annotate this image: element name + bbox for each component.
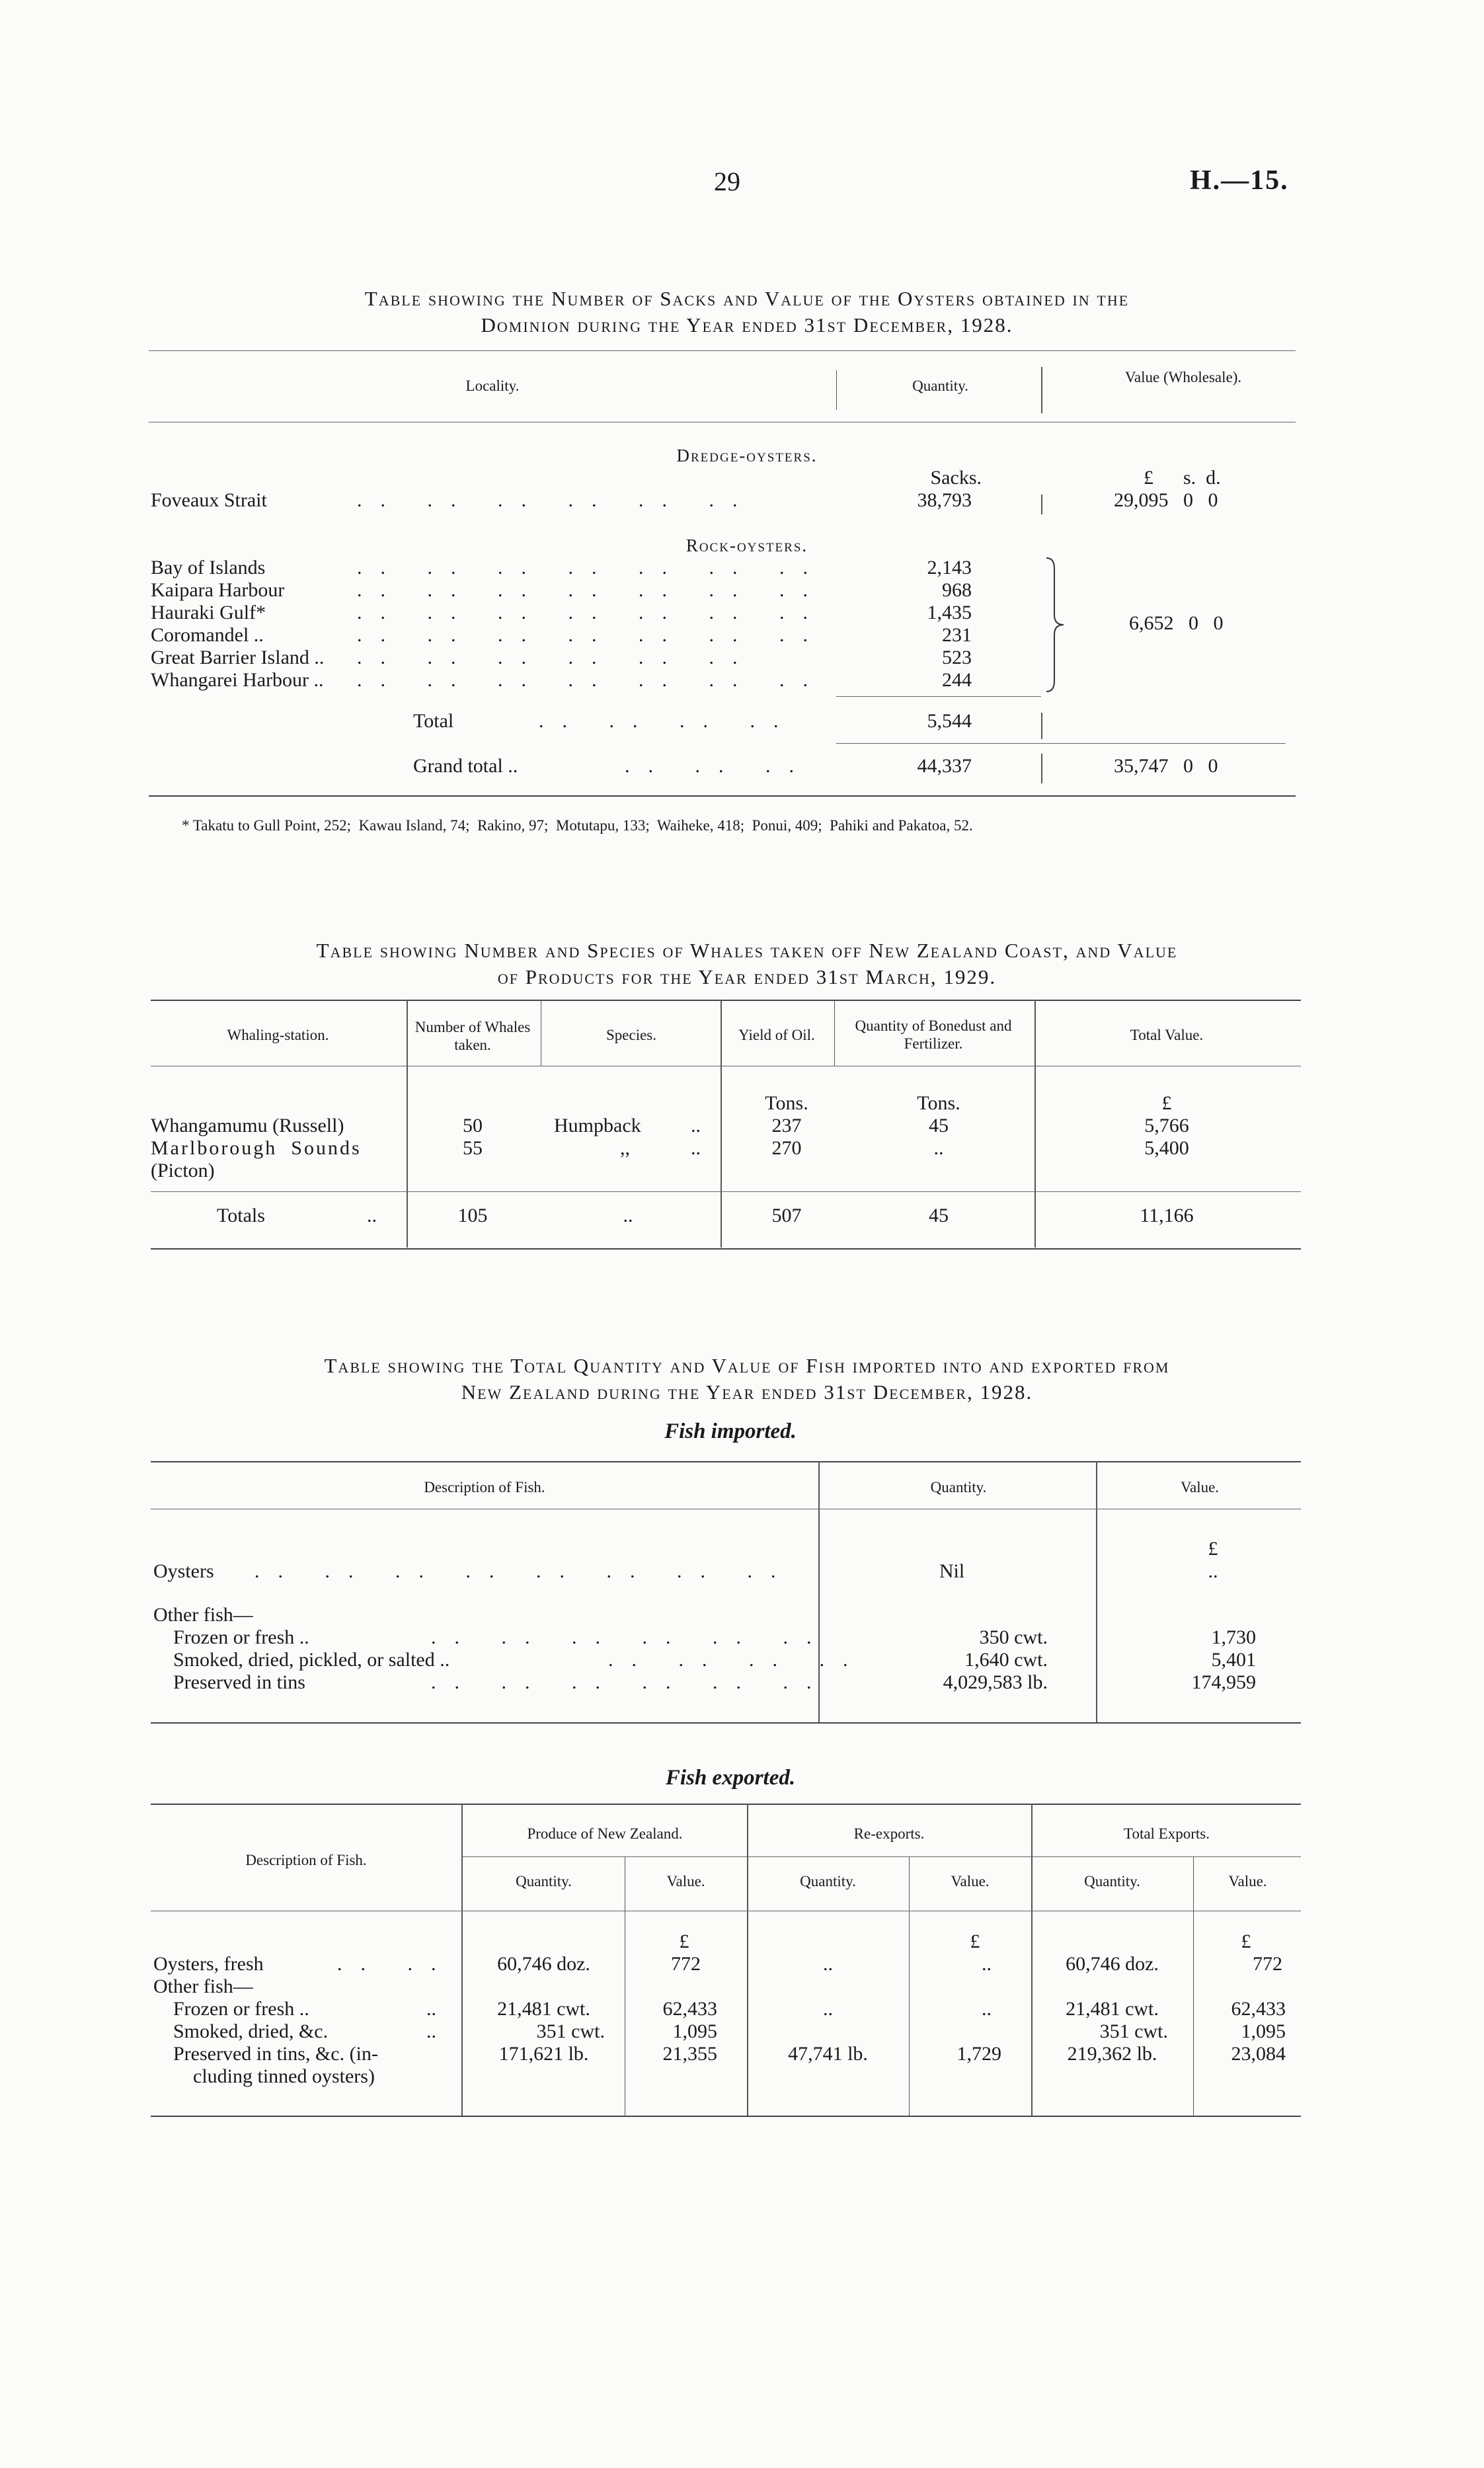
rock-quantity: 523 (942, 647, 972, 668)
col-total-value: Total Value. (1130, 1027, 1204, 1043)
fish-value: 174,959 (1191, 1671, 1256, 1693)
fish-description: Oysters (153, 1560, 214, 1582)
nz-quantity: 171,621 lb. (498, 2043, 589, 2065)
whale-species: Humpback (554, 1115, 641, 1136)
unit-pound-total: £ (1241, 1931, 1251, 1952)
fish-value: 5,401 (1211, 1649, 1256, 1671)
total-quantity: 21,481 cwt. (1066, 1998, 1159, 2020)
bonedust: .. (933, 1137, 944, 1159)
whale-value: 5,400 (1144, 1137, 1189, 1159)
col-reexports: Re-exports. (853, 1825, 925, 1842)
col-re-quantity: Quantity. (800, 1873, 856, 1890)
whale-number: 50 (463, 1115, 483, 1136)
whale-value: 5,766 (1144, 1115, 1189, 1136)
col-locality: Locality. (465, 378, 520, 394)
oil-yield: 237 (771, 1115, 802, 1136)
table-row: Coromandel .. (151, 624, 264, 646)
export-description: Oysters, fresh (153, 1953, 264, 1975)
rock-quantity: 231 (942, 624, 972, 646)
re-value: .. (982, 1998, 992, 2020)
col-quantity: Quantity. (912, 378, 968, 394)
total-quantity: 60,746 doz. (1066, 1953, 1159, 1975)
station-name-line2: (Picton) (151, 1160, 215, 1181)
rock-quantity: 968 (942, 579, 972, 601)
page-reference: H.—15. (1190, 165, 1289, 196)
total-quantity: 219,362 lb. (1067, 2043, 1157, 2065)
whale-number: 55 (463, 1137, 483, 1159)
nz-quantity: 351 cwt. (536, 2020, 605, 2042)
fish-quantity: 4,029,583 lb. (943, 1671, 1048, 1693)
nz-value: 21,355 (662, 2043, 717, 2065)
rock-quantity: 1,435 (927, 602, 972, 623)
fish-caption-line2: New Zealand during the Year ended 31st December, 1928. (461, 1380, 1033, 1404)
col-total-exports: Total Exports. (1124, 1825, 1210, 1842)
total-value: 1,095 (1241, 2020, 1286, 2042)
col-import-quantity: Quantity. (930, 1479, 987, 1495)
station-name: Whangamumu (Russell) (151, 1115, 344, 1136)
totals-value: 11,166 (1140, 1205, 1194, 1226)
whales-caption-line2: of Products for the Year ended 31st March, 1929. (497, 965, 997, 988)
table-row: Great Barrier Island .. (151, 647, 325, 668)
col-value: Value (Wholesale). (1124, 369, 1242, 385)
re-quantity: 47,741 lb. (788, 2043, 868, 2065)
rock-heading: Rock-oysters. (685, 536, 808, 555)
table-row: Kaipara Harbour (151, 579, 285, 601)
fish-description: Smoked, dried, pickled, or salted .. (173, 1649, 450, 1671)
whales-caption-line1: Table showing Number and Species of Whales taken off New Zealand Coast, and Value (316, 939, 1178, 962)
col-total-value: Value. (1228, 1873, 1267, 1890)
table-row: Whangarei Harbour .. (151, 669, 324, 691)
other-fish-label: Other fish— (153, 1604, 253, 1626)
col-import-value: Value. (1180, 1479, 1220, 1495)
table-row: Bay of Islands (151, 557, 266, 578)
locality-quantity: 38,793 (917, 489, 972, 511)
total-value: 62,433 (1231, 1998, 1286, 2020)
other-fish-export-label: Other fish— (153, 1975, 253, 1997)
total-label: Total (413, 710, 454, 732)
fish-quantity: 350 cwt. (979, 1626, 1048, 1648)
export-description: Frozen or fresh .. (173, 1998, 309, 2020)
nz-value: 62,433 (662, 1998, 717, 2020)
fish-description: Preserved in tins (173, 1671, 305, 1693)
grand-total-label: Grand total .. (413, 755, 518, 777)
table-row: Hauraki Gulf* (151, 602, 266, 623)
fish-value: 1,730 (1211, 1626, 1256, 1648)
oysters-caption-line2: Dominion during the Year ended 31st December, 1928. (481, 313, 1013, 337)
imported-title: Fish imported. (664, 1419, 797, 1443)
col-station: Whaling-station. (227, 1027, 329, 1043)
fish-quantity: 1,640 cwt. (964, 1649, 1048, 1671)
nz-value: 772 (671, 1953, 701, 1975)
col-total-quantity: Quantity. (1084, 1873, 1140, 1890)
grand-total-quantity: 44,337 (917, 755, 972, 777)
col-description: Description of Fish. (424, 1479, 545, 1495)
unit-pound: £ (1208, 1538, 1218, 1560)
col-nz-value: Value. (666, 1873, 705, 1890)
totals-species: .. (623, 1205, 633, 1226)
nz-quantity: 21,481 cwt. (497, 1998, 590, 2020)
bonedust: 45 (929, 1115, 949, 1136)
col-export-description: Description of Fish. (245, 1852, 367, 1868)
oil-yield: 270 (771, 1137, 802, 1159)
fish-quantity: Nil (939, 1560, 965, 1582)
whale-species: ,, (620, 1137, 630, 1159)
fish-value: .. (1208, 1560, 1218, 1582)
footnote: * Takatu to Gull Point, 252; Kawau Island, 74; Rakino, 97; Motutapu, 133; Waiheke, 418; Ponui, 409; Pahiki and Pakatoa, 52. (182, 817, 973, 834)
unit-oil: Tons. (765, 1092, 808, 1114)
col-species: Species. (605, 1027, 656, 1043)
fish-caption-line1: Table showing the Total Quantity and Value of Fish imported into and exported from (324, 1354, 1170, 1377)
totals-bonedust: 45 (929, 1205, 949, 1226)
nz-quantity: 60,746 doz. (497, 1953, 590, 1975)
page-number: 29 (714, 167, 740, 196)
export-description-line2: cluding tinned oysters) (193, 2065, 375, 2087)
totals-label: Totals (217, 1205, 265, 1226)
unit-pound-nz: £ (679, 1931, 689, 1952)
col-re-value: Value. (951, 1873, 990, 1890)
fish-description: Frozen or fresh .. (173, 1626, 309, 1648)
col-number: Number of Whales taken. (414, 1019, 531, 1053)
total-value: 772 (1253, 1953, 1282, 1975)
col-nz-quantity: Quantity. (516, 1873, 572, 1890)
export-description: Preserved in tins, &c. (in- (173, 2043, 378, 2065)
col-oil: Yield of Oil. (738, 1027, 815, 1043)
rock-value: 6,652 0 0 (1129, 612, 1224, 634)
brace-icon (1035, 555, 1074, 694)
locality-name: Foveaux Strait (151, 489, 267, 511)
grand-total-value: 35,747 0 0 (1114, 755, 1218, 777)
unit-pound-re: £ (970, 1931, 980, 1952)
oysters-caption-line1: Table showing the Number of Sacks and Value of the Oysters obtained in the (364, 287, 1130, 310)
unit-value: £ (1161, 1092, 1172, 1114)
unit-sacks: Sacks. (930, 467, 982, 489)
totals-oil: 507 (771, 1205, 802, 1226)
export-description: Smoked, dried, &c. (173, 2020, 329, 2042)
re-quantity: .. (823, 1998, 833, 2020)
rock-quantity: 2,143 (927, 557, 972, 578)
re-quantity: .. (823, 1953, 833, 1975)
re-value: .. (982, 1953, 992, 1975)
nz-value: 1,095 (672, 2020, 717, 2042)
totals-number: 105 (457, 1205, 488, 1226)
total-quantity: 351 cwt. (1099, 2020, 1168, 2042)
dredge-heading: Dredge-oysters. (676, 446, 818, 465)
total-value: 23,084 (1231, 2043, 1286, 2065)
unit-lsd: £ s. d. (1144, 467, 1221, 489)
exported-title: Fish exported. (665, 1766, 796, 1790)
re-value: 1,729 (957, 2043, 1001, 2065)
rock-quantity: 244 (942, 669, 972, 691)
unit-bonedust: Tons. (917, 1092, 960, 1114)
col-produce-nz: Produce of New Zealand. (527, 1825, 683, 1842)
total-quantity: 5,544 (927, 710, 972, 732)
locality-value: 29,095 0 0 (1114, 489, 1218, 511)
station-name: Marlborough Sounds (151, 1137, 362, 1159)
col-bonedust: Quantity of Bonedust and Fertilizer. (855, 1017, 1012, 1052)
